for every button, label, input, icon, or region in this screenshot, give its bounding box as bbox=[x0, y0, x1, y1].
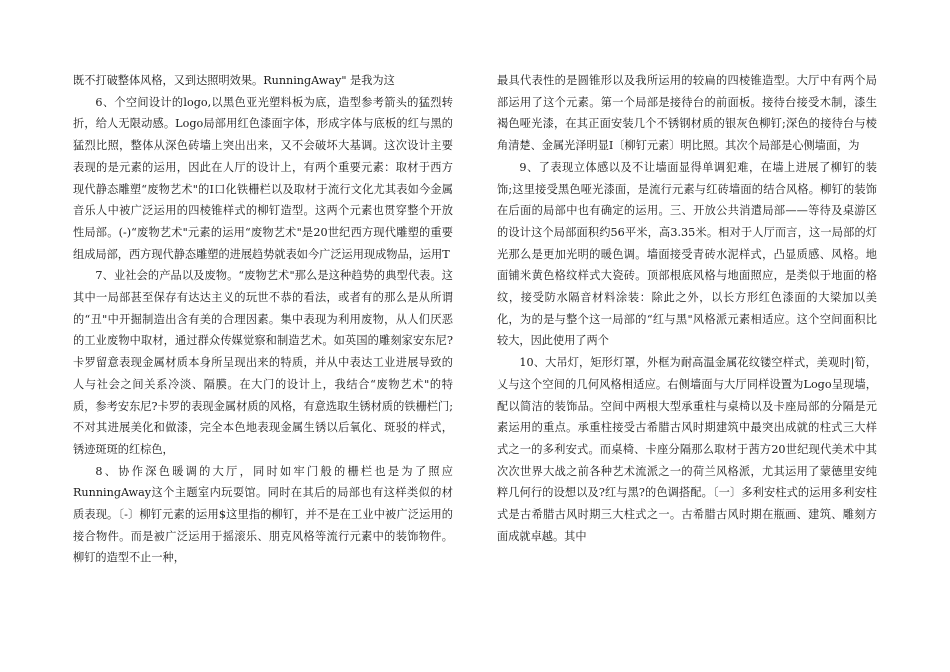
left-text-column bbox=[73, 70, 453, 569]
paragraph-7: 7、业社会的产品以及废物。“废物艺术"那么是这种趋势的典型代表。这其中一局部甚至保存有达达主义的玩世不恭的看法，或者有的那么是从所谓的“丑"中开掘制造出含有美的合理因素。集中表现为利用废物，从人们厌恶的工业废物中取材，通过群众传媒觉察和制造艺术。如英国的雕刻家安东尼?卡罗留意表现金属材质本身所呈现出来的特质，并从中表达工业进展导致的人与社会之间关系冷淡、隔膜。在大门的设计上，我结合“废物艺术"的特质，参考安东尼?卡罗的表现金属材质的风格，有意选取生锈材质的铁栅栏门;不对其进展美化和做漆，完全本色地表现金属生锈以后氧化、斑驳的样式，锈迹斑斑的红棕色， bbox=[73, 269, 453, 456]
paragraph-8: 8、协作深色暖调的大厅，同时如牢门般的栅栏也是为了照应RunningAway这个主题室内玩耍馆。同时在其后的局部也有这样类似的材质表现。〔-〕柳钉元素的运用$这里指的柳钉，并不是在工业中被广泛运用的接合物件。而是被广泛运用于摇滚乐、朋克风格等流行元素中的装饰物件。柳钉的造型不止一种， bbox=[73, 464, 453, 565]
paragraph-6: 6、个空间设计的logo,以黑色亚光塑料板为底，造型参考箭头的猛烈转折，给人无限动感。Logo局部用红色漆面字体，形成字体与底板的红与黑的猛烈比照，整体从深色砖墙上突出出来，又不会破坏大基调。这次设计主要表现的是元素的运用，因此在人厅的设计上，有两个重要元素：取材于西方现代静态雕塑“废物艺术"的I口化铁栅栏以及取材于流行文化尤其表如今金属音乐人中被广泛运用的四棱锥样式的柳钉造型。这两个元素也贯穿整个开放性局部。(-)“废物艺术"元素的运用“废物艺术"是20世纪西方现代雕塑的重要组成局部，西方现代静态雕塑的进展趋势就表如今广泛运用现成物品，运用T bbox=[73, 95, 453, 261]
paragraph-continued: 既不打破整体风格，又到达照明效果。RunningAway" 是我为这 bbox=[73, 74, 395, 87]
paragraph-continued-right: 最具代表性的是圆锥形以及我所运用的较扁的四棱锥造型。大厅中有两个局部运用了这个元素。第一个局部是接待台的前面板。接待台接受木制，漆生褐色哑光漆，在其正面安装几个不锈钢材质的银灰色柳钉;深色的接待台与棱角清楚、金属光泽明显I〔柳钉元素〕明比照。其次个局部是心侧墙面，为 bbox=[497, 74, 877, 153]
paragraph-10: 10、大吊灯，矩形灯罩，外框为耐高温金属花纹镂空样式，美观时|筍，乂与这个空间的几何风格相适应。右侧墙面与大厅同样设置为Logo呈现墙，配以简洁的装饰品。空间中两根大型承重柱与桌椅以及卡座局部的分隔是元素运用的重点。承重柱接受古希腊古风时期建筑中最突出成就的柱式三大样式之一的多利安式。而桌椅、卡座分隔那么取材于茜方20世纪现代美术中其次次世界大战之前各种艺术流派之一的荷兰风格派，尤其运用了蒙德里安纯粹几何行的设想以及?红与黑?的色调搭配。〔一〕多利安柱式的运用多利安柱式是古希腊古风时期三大柱式之一。古希腊古风时期在瓶画、建筑、雕刻方面成就卓越。其中 bbox=[497, 356, 877, 543]
right-text-column bbox=[497, 70, 877, 547]
paragraph-9: 9、了表现立体感以及不让墙面显得单调犯难，在墙上进展了柳钉的装饰;这里接受黑色哑光漆面，是流行元素与红砖墙面的结合风格。柳钉的装饰在后面的局部中也有确定的运用。三、开放公共消遣局部——等待及桌游区的设计这个局部面积约56平米，高3.35米。相对于人厅而言，这一局部的灯光那么是更加光明的暖色调。墙面接受青砖水泥样式，凸显质感、风格。地面铺米黄色格纹样式大瓷砖。顶部根底风格与地面照应，是类似于地面的格纹，接受防水隔音材料涂装：除此之外，以长方形红色漆面的大梁加以美化，为的是与整个这一局部的“红与黑"风格派元素相适应。这个空间面积比较大，因此使用了两个 bbox=[497, 160, 877, 348]
